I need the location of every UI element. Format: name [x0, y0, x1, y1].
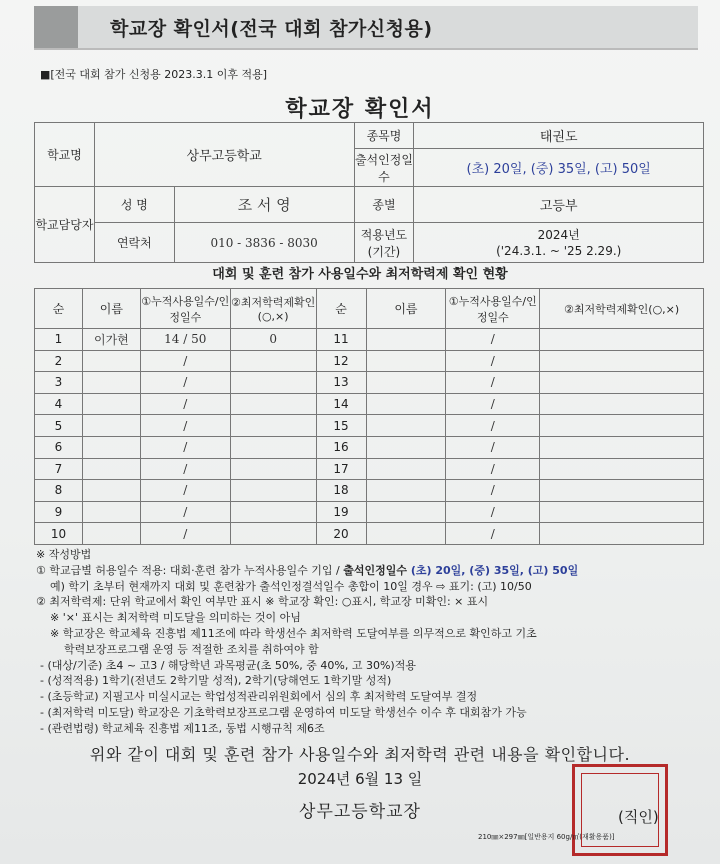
name-value: 조 서 영	[174, 187, 354, 223]
confirmation-statement: 위와 같이 대회 및 훈련 참가 사용일수와 최저학력 관련 내용을 확인합니다.	[89, 745, 631, 764]
row-days: /	[140, 480, 230, 502]
row-number: 16	[316, 436, 366, 458]
year-value: 2024년	[537, 227, 580, 242]
row-check	[540, 458, 704, 480]
row-number: 12	[316, 350, 366, 372]
row-name	[366, 501, 446, 523]
row-number: 7	[35, 458, 83, 480]
row-check	[540, 480, 704, 502]
row-number: 1	[35, 329, 83, 351]
row-check	[540, 436, 704, 458]
row-number: 10	[35, 523, 83, 545]
attend-label: 출석인정일수	[354, 149, 414, 187]
row-name	[366, 393, 446, 415]
row-check	[230, 415, 316, 437]
row-days: /	[446, 415, 540, 437]
table-row	[35, 350, 704, 372]
header-check-left: ②최저학력제확인(○,×)	[230, 289, 316, 329]
row-days: /	[140, 393, 230, 415]
row-name	[82, 393, 140, 415]
row-days: /	[140, 501, 230, 523]
note-1-example: 예) 학기 초부터 현재까지 대회 및 훈련참가 출석인정결석일수 총합이 10일 경우 ⇨ 표기: (고) 10/50	[50, 579, 532, 593]
applicability-note: ■[전국 대회 참가 신청용 2023.3.1 이후 적용]	[40, 68, 268, 81]
row-name	[82, 458, 140, 480]
row-days: /	[446, 436, 540, 458]
header-days-right: ①누적사용일수/인정일수	[446, 289, 540, 329]
row-name	[366, 458, 446, 480]
attend-value: (초) 20일, (중) 35일, (고) 50일	[414, 149, 704, 187]
row-check	[540, 393, 704, 415]
table-row	[35, 458, 704, 480]
row-name: 이가현	[82, 329, 140, 351]
row-number: 3	[35, 372, 83, 394]
row-name	[82, 501, 140, 523]
note-5: 학력보장프로그램 운영 등 적절한 조치를 취하여야 함	[64, 642, 319, 656]
row-days: /	[446, 393, 540, 415]
row-name	[82, 372, 140, 394]
type-label: 종별	[354, 187, 414, 223]
note-2: ② 최저학력제: 단위 학교에서 확인 여부만 표시 ※ 학교장 확인: ○표시, 학교장 미확인: × 표시	[36, 595, 489, 609]
header-name-left: 이름	[82, 289, 140, 329]
row-check	[540, 329, 704, 351]
row-check	[230, 393, 316, 415]
row-check	[540, 350, 704, 372]
row-number: 6	[35, 436, 83, 458]
table-row	[35, 415, 704, 437]
row-check	[540, 415, 704, 437]
event-label: 종목명	[354, 123, 414, 149]
row-days: 14 / 50	[140, 329, 230, 351]
row-check	[540, 372, 704, 394]
note-1-text: ① 학교급별 허용일수 적용: 대회·훈련 참가 누적사용일수 기입 /	[36, 563, 344, 577]
table-row	[35, 436, 704, 458]
notes-heading: ※ 작성방법	[36, 548, 92, 561]
header-check-right: ②최저학력제확인(○,×)	[540, 289, 704, 329]
school-label: 학교명	[35, 123, 95, 187]
row-check	[540, 523, 704, 545]
row-days: /	[446, 480, 540, 502]
year-cell	[414, 223, 704, 263]
row-number: 8	[35, 480, 83, 502]
info-table	[34, 122, 704, 263]
row-check	[540, 501, 704, 523]
note-6: - (대상/기준) 초4 ~ 고3 / 해당학년 과목평균(초 50%, 중 40%, 고 30%)적용	[40, 658, 416, 672]
table-row	[35, 480, 704, 502]
row-check	[230, 523, 316, 545]
row-name	[366, 436, 446, 458]
row-name	[366, 523, 446, 545]
row-number: 19	[316, 501, 366, 523]
row-number: 9	[35, 501, 83, 523]
row-check: 0	[230, 329, 316, 351]
contact-label: 연락처	[94, 223, 174, 263]
year-label: 적용년도(기간)	[354, 223, 414, 263]
row-days: /	[140, 458, 230, 480]
header-no-right: 순	[316, 289, 366, 329]
row-name	[82, 480, 140, 502]
table-row	[35, 523, 704, 545]
row-days: /	[446, 458, 540, 480]
row-days: /	[140, 436, 230, 458]
row-check	[230, 372, 316, 394]
row-name	[82, 523, 140, 545]
confirmation-date: 2024년 6월 13 일	[297, 770, 423, 788]
principal-name: 상무고등학교장	[299, 802, 421, 822]
row-name	[82, 436, 140, 458]
row-number: 14	[316, 393, 366, 415]
name-label: 성 명	[94, 187, 174, 223]
note-1	[36, 563, 716, 579]
row-number: 13	[316, 372, 366, 394]
note-4: ※ 학교장은 학교체육 진흥법 제11조에 따라 학생선수 최저학력 도달여부를 의무적으로 확인하고 기초	[50, 626, 537, 640]
note-9: - (최저학력 미도달) 학교장은 기초학력보장프로그램 운영하여 미도달 학생선수 이수 후 대회참가 가능	[40, 705, 527, 719]
row-check	[230, 501, 316, 523]
row-days: /	[446, 372, 540, 394]
row-name	[82, 350, 140, 372]
note-1-blue: (초) 20일, (중) 35일, (고) 50일	[410, 563, 579, 577]
row-name	[82, 415, 140, 437]
table-row	[35, 372, 704, 394]
row-days: /	[446, 501, 540, 523]
row-check	[230, 436, 316, 458]
header-no-left: 순	[35, 289, 83, 329]
participation-table	[34, 288, 704, 545]
row-check	[230, 458, 316, 480]
status-subtitle: 대회 및 훈련 참가 사용일수와 최저학력제 확인 현황	[212, 267, 508, 282]
seal-mark-label: (직인)	[618, 808, 659, 826]
banner-accent-block	[34, 6, 78, 48]
row-number: 5	[35, 415, 83, 437]
row-number: 17	[316, 458, 366, 480]
table-row	[35, 393, 704, 415]
note-1-bold: 출석인정일수	[343, 563, 411, 577]
contact-value: 010 - 3836 - 8030	[174, 223, 354, 263]
row-check	[230, 350, 316, 372]
row-number: 2	[35, 350, 83, 372]
table-row	[35, 329, 704, 351]
note-7: - (성적적용) 1학기(전년도 2학기말 성적), 2학기(당해연도 1학기말 성적)	[40, 674, 392, 688]
row-days: /	[140, 350, 230, 372]
document-title: 학교장 확인서	[285, 97, 435, 122]
type-value: 고등부	[414, 187, 704, 223]
banner-title: 학교장 확인서(전국 대회 참가신청용)	[110, 18, 433, 40]
row-days: /	[140, 415, 230, 437]
row-name	[366, 480, 446, 502]
row-name	[366, 415, 446, 437]
note-10: - (관련법령) 학교체육 진흥법 제11조, 동법 시행규칙 제6조	[40, 721, 325, 735]
row-number: 20	[316, 523, 366, 545]
row-days: /	[446, 523, 540, 545]
row-name	[366, 372, 446, 394]
instructions	[36, 547, 716, 737]
row-check	[230, 480, 316, 502]
period-value: ('24.3.1. ~ '25 2.29.)	[496, 243, 622, 258]
event-value: 태권도	[414, 123, 704, 149]
row-number: 15	[316, 415, 366, 437]
top-banner	[34, 6, 698, 50]
paper-spec-footer: 210㎜×297㎜[일반용지 60g/㎡(재활용품)]	[478, 833, 615, 841]
row-days: /	[140, 523, 230, 545]
note-3: ※ '×' 표시는 최저학력 미도달을 의미하는 것이 아님	[50, 611, 301, 625]
school-value: 상무고등학교	[94, 123, 354, 187]
header-days-left: ①누적사용일수/인정일수	[140, 289, 230, 329]
row-name	[366, 350, 446, 372]
row-days: /	[446, 350, 540, 372]
row-days: /	[140, 372, 230, 394]
row-number: 11	[316, 329, 366, 351]
header-name-right: 이름	[366, 289, 446, 329]
table-row	[35, 501, 704, 523]
row-number: 18	[316, 480, 366, 502]
manager-label: 학교담당자	[35, 187, 95, 263]
row-name	[366, 329, 446, 351]
row-number: 4	[35, 393, 83, 415]
row-days: /	[446, 329, 540, 351]
note-8: - (초등학교) 지필고사 미실시교는 학업성적관리위원회에서 심의 후 최저학력 도달여부 결정	[40, 690, 478, 704]
